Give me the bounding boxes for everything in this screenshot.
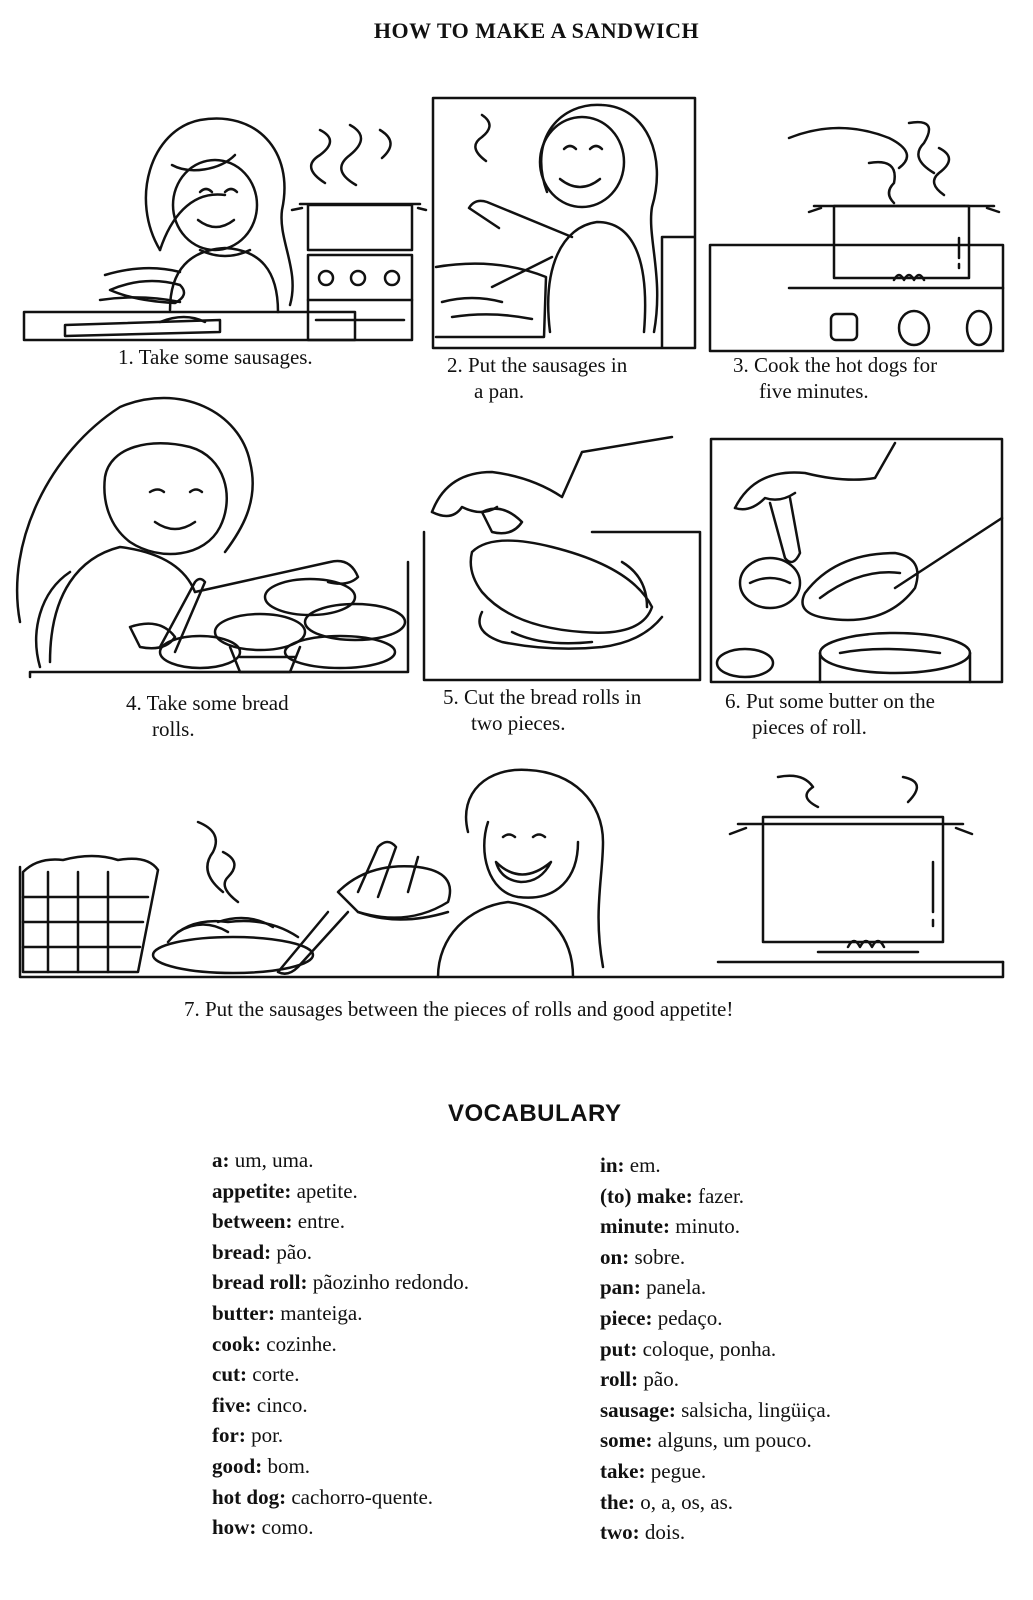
vocabulary-meaning: cinco. xyxy=(256,1392,308,1417)
vocabulary-colon: : xyxy=(268,1300,281,1325)
vocabulary-meaning: entre. xyxy=(297,1209,345,1234)
step-3-illustration xyxy=(709,108,1005,353)
vocabulary-colon: : xyxy=(300,1270,313,1295)
vocabulary-term: hot dog xyxy=(212,1484,280,1509)
vocabulary-term: cut xyxy=(212,1362,240,1387)
vocabulary-meaning: dois. xyxy=(644,1520,686,1545)
vocabulary-entry xyxy=(212,1298,469,1329)
vocabulary-meaning: corte. xyxy=(252,1362,300,1387)
vocabulary-entry xyxy=(600,1242,831,1273)
vocabulary-term: five xyxy=(212,1392,245,1417)
vocabulary-colon: : xyxy=(630,1336,643,1361)
vocabulary-meaning: em. xyxy=(629,1153,661,1177)
vocabulary-colon: : xyxy=(264,1239,277,1264)
vocabulary-entry xyxy=(212,1206,469,1237)
vocabulary-entry xyxy=(600,1334,831,1365)
vocabulary-entry xyxy=(212,1237,469,1268)
vocabulary-term: on xyxy=(600,1244,623,1269)
vocabulary-meaning: pãozinho redondo. xyxy=(312,1270,470,1295)
vocabulary-meaning: um, uma. xyxy=(234,1148,314,1172)
vocabulary-entry xyxy=(212,1420,469,1451)
vocabulary-term: butter xyxy=(212,1300,268,1325)
vocabulary-term: pan xyxy=(600,1275,634,1300)
vocabulary-meaning: sobre. xyxy=(634,1244,686,1269)
vocabulary-colon: : xyxy=(631,1367,644,1392)
vocabulary-colon: : xyxy=(238,1423,252,1448)
vocabulary-colon: : xyxy=(255,1453,268,1478)
vocabulary-colon: : xyxy=(633,1275,647,1300)
vocabulary-colon: : xyxy=(645,1428,658,1453)
vocabulary-meaning: como. xyxy=(261,1515,314,1540)
vocabulary-meaning: apetite. xyxy=(296,1178,358,1203)
vocabulary-meaning: pedaço. xyxy=(657,1305,723,1330)
vocabulary-entry xyxy=(600,1272,831,1303)
vocabulary-meaning: alguns, um pouco. xyxy=(657,1428,812,1453)
vocabulary-meaning: cozinhe. xyxy=(266,1331,337,1356)
step-2-caption-line2: a pan. xyxy=(474,379,525,403)
vocabulary-term: roll xyxy=(600,1367,632,1392)
vocabulary-entry xyxy=(600,1517,831,1548)
vocabulary-colon: : xyxy=(249,1515,262,1540)
step-5-caption-line2: two pieces. xyxy=(471,711,566,735)
vocabulary-colon: : xyxy=(622,1244,635,1269)
vocabulary-term: take xyxy=(600,1458,639,1483)
vocabulary-entry xyxy=(212,1267,469,1298)
vocabulary-colon: : xyxy=(663,1214,676,1239)
vocabulary-heading: VOCABULARY xyxy=(448,1100,622,1127)
vocabulary-colon: : xyxy=(628,1489,641,1514)
vocabulary-entry xyxy=(212,1329,469,1360)
vocabulary-meaning: pão. xyxy=(643,1367,679,1392)
vocabulary-term: cook xyxy=(212,1331,254,1356)
vocabulary-entry xyxy=(212,1482,469,1513)
vocabulary-meaning: bom. xyxy=(267,1453,311,1478)
vocabulary-list-right xyxy=(600,1150,831,1548)
vocabulary-entry xyxy=(600,1211,831,1242)
vocabulary-term: for xyxy=(212,1423,239,1448)
vocabulary-entry xyxy=(600,1364,831,1395)
page-title: HOW TO MAKE A SANDWICH xyxy=(373,18,700,43)
step-3-caption-line1: 3. Cook the hot dogs for xyxy=(733,353,938,377)
vocabulary-meaning: pão. xyxy=(276,1239,312,1264)
vocabulary-meaning: panela. xyxy=(646,1275,707,1300)
vocabulary-entry xyxy=(212,1176,469,1207)
vocabulary-colon: : xyxy=(645,1305,658,1330)
vocabulary-term: good xyxy=(212,1453,256,1478)
step-1-illustration xyxy=(20,100,415,345)
vocabulary-entry xyxy=(600,1303,831,1334)
vocabulary-term: a xyxy=(212,1148,223,1172)
vocabulary-entry xyxy=(600,1487,831,1518)
vocabulary-colon: : xyxy=(222,1148,235,1172)
vocabulary-meaning: salsicha, lingüiça. xyxy=(681,1397,831,1422)
step-7-caption: 7. Put the sausages between the pieces of rolls and good appetite! xyxy=(184,997,734,1021)
vocabulary-colon: : xyxy=(244,1392,257,1417)
vocabulary-colon: : xyxy=(240,1362,253,1387)
step-4-illustration xyxy=(10,392,410,682)
vocabulary-meaning: fazer. xyxy=(697,1183,745,1208)
step-5-illustration xyxy=(422,432,702,682)
vocabulary-term: how xyxy=(212,1515,250,1540)
vocabulary-meaning: minuto. xyxy=(675,1214,741,1239)
vocabulary-entry xyxy=(600,1150,831,1181)
step-1-caption: 1. Take some sausages. xyxy=(118,345,313,369)
step-3-caption xyxy=(733,352,937,404)
vocabulary-term: sausage xyxy=(600,1397,669,1422)
step-4-caption-line1: 4. Take some bread xyxy=(126,691,289,715)
step-5-caption-line1: 5. Cut the bread rolls in xyxy=(443,685,642,709)
vocabulary-colon: : xyxy=(279,1484,292,1509)
vocabulary-term: put xyxy=(600,1336,631,1361)
vocabulary-term: piece xyxy=(600,1305,646,1330)
vocabulary-entry xyxy=(212,1145,469,1176)
vocabulary-term: bread xyxy=(212,1239,265,1264)
step-6-caption xyxy=(725,688,935,740)
vocabulary-colon: : xyxy=(632,1520,645,1545)
vocabulary-meaning: cachorro-quente. xyxy=(291,1484,434,1509)
step-3-caption-line2: five minutes. xyxy=(759,379,869,403)
vocabulary-colon: : xyxy=(617,1153,630,1177)
vocabulary-entry xyxy=(212,1512,469,1543)
vocabulary-term: bread roll xyxy=(212,1270,301,1295)
step-4-caption-line2: rolls. xyxy=(152,717,195,741)
vocabulary-colon: : xyxy=(638,1458,651,1483)
vocabulary-colon: : xyxy=(285,1209,298,1234)
vocabulary-term: minute xyxy=(600,1214,663,1239)
vocabulary-entry xyxy=(212,1359,469,1390)
vocabulary-term: (to) make xyxy=(600,1183,686,1208)
vocabulary-colon: : xyxy=(685,1183,698,1208)
vocabulary-meaning: coloque, ponha. xyxy=(642,1336,777,1361)
vocabulary-term: in xyxy=(600,1153,618,1177)
vocabulary-meaning: pegue. xyxy=(650,1458,707,1483)
vocabulary-entry xyxy=(212,1451,469,1482)
step-5-caption xyxy=(443,684,641,736)
step-7-illustration xyxy=(18,762,1003,984)
vocabulary-meaning: o, a, os, as. xyxy=(640,1489,733,1514)
vocabulary-entry xyxy=(600,1425,831,1456)
vocabulary-meaning: manteiga. xyxy=(280,1300,363,1325)
vocabulary-colon: : xyxy=(284,1178,297,1203)
vocabulary-term: between xyxy=(212,1209,286,1234)
step-6-caption-line1: 6. Put some butter on the xyxy=(725,689,935,713)
step-4-caption xyxy=(126,690,289,742)
vocabulary-term: appetite xyxy=(212,1178,285,1203)
vocabulary-entry xyxy=(600,1456,831,1487)
step-2-caption-line1: 2. Put the sausages in xyxy=(447,353,628,377)
vocabulary-entry xyxy=(600,1181,831,1212)
vocabulary-colon: : xyxy=(254,1331,267,1356)
vocabulary-entry xyxy=(212,1390,469,1421)
step-6-illustration xyxy=(710,438,1003,683)
vocabulary-term: two xyxy=(600,1520,633,1545)
step-2-caption xyxy=(447,352,627,404)
vocabulary-colon: : xyxy=(668,1397,682,1422)
vocabulary-meaning: por. xyxy=(251,1423,284,1448)
step-2-illustration xyxy=(432,97,697,350)
vocabulary-list-left xyxy=(212,1145,469,1543)
vocabulary-entry xyxy=(600,1395,831,1426)
step-6-caption-line2: pieces of roll. xyxy=(752,715,867,739)
vocabulary-term: some xyxy=(600,1428,646,1453)
vocabulary-term: the xyxy=(600,1489,628,1514)
